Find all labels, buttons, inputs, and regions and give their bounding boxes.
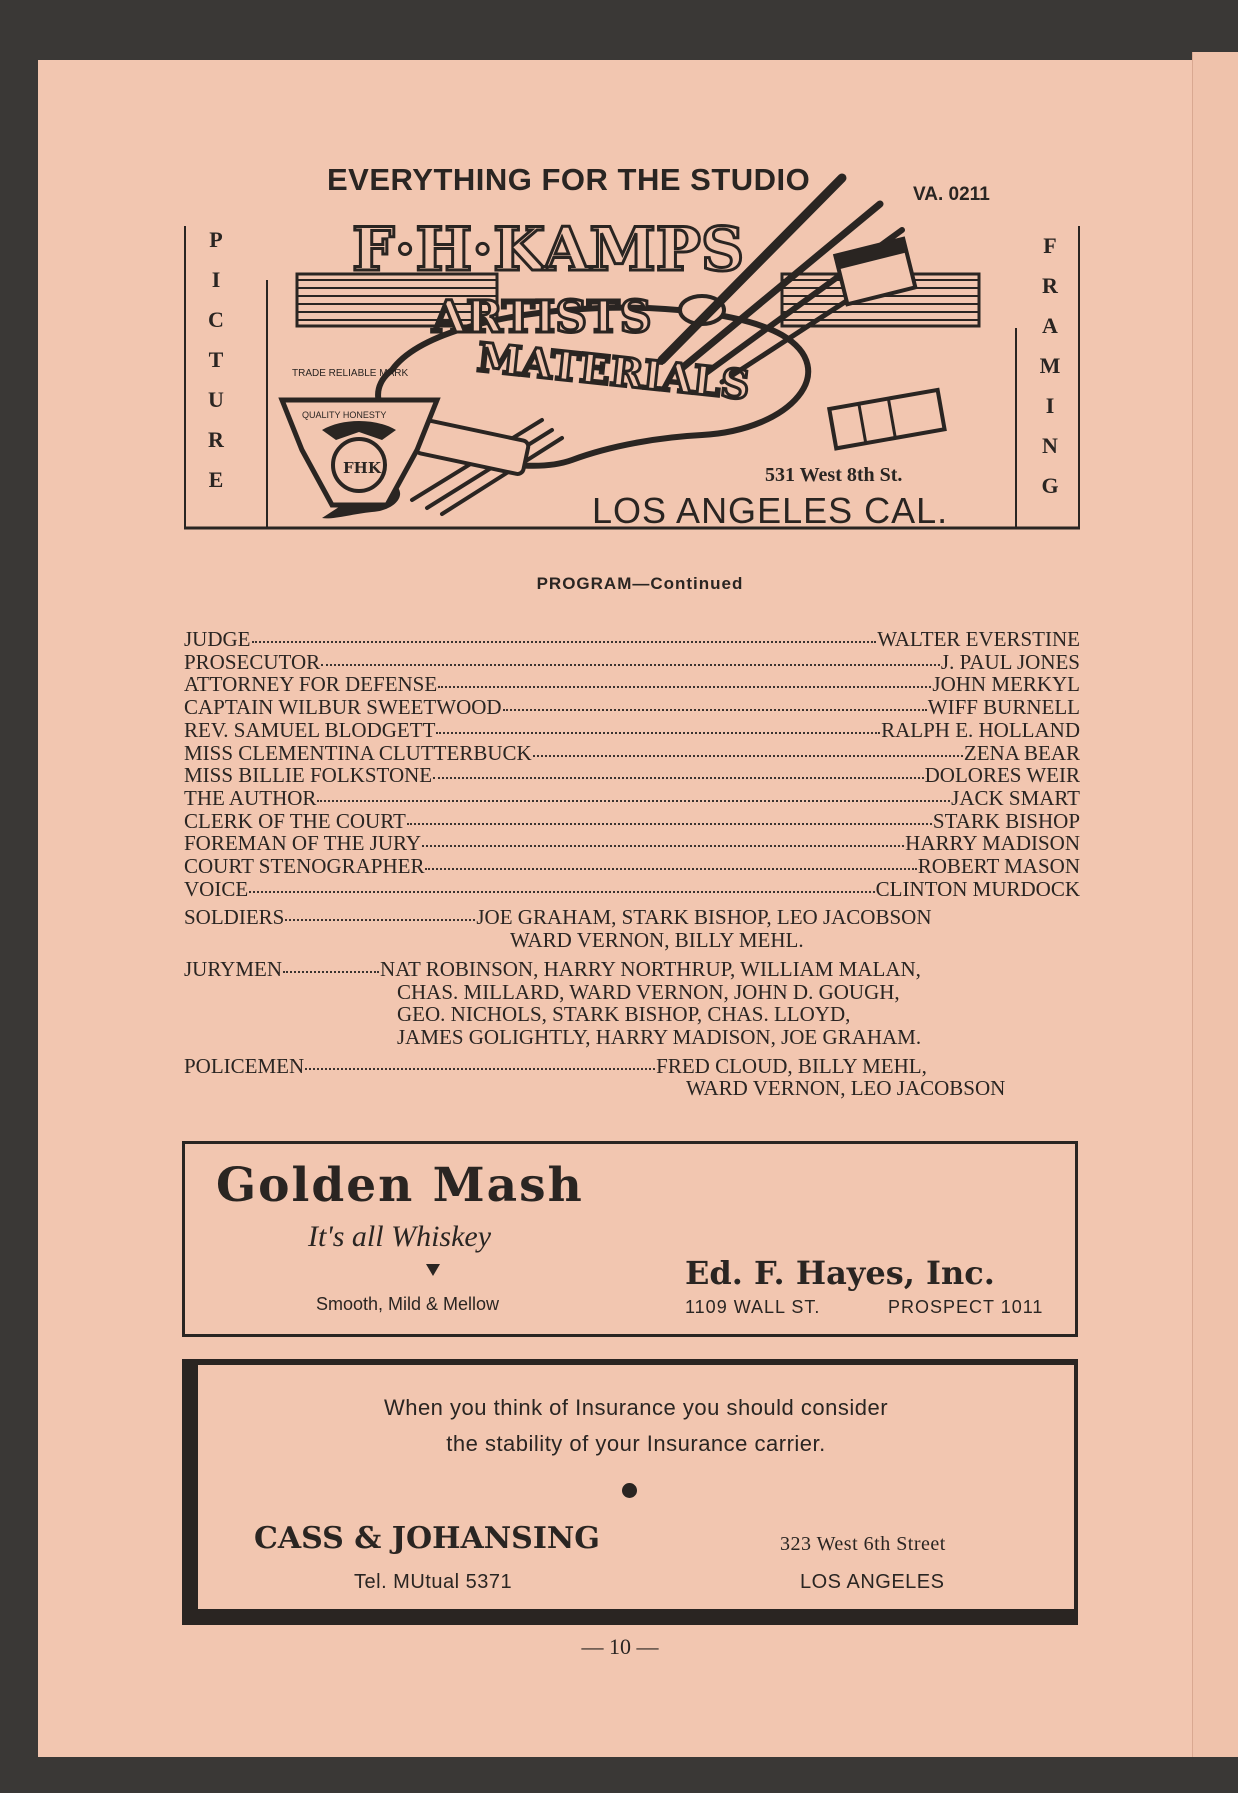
cast-row: COURT STENOGRAPHER ROBERT MASON [184,854,1080,879]
insurance-line-1: When you think of Insurance you should consider [383,1395,889,1420]
emblem-trade-mark: TRADE RELIABLE MARK [292,368,409,379]
hayes-street: 1109 WALL ST. [685,1297,821,1317]
policemen-group: POLICEMEN FRED CLOUD, BILLY MEHL, WARD VERNON, LEO JACOBSON [184,1053,1006,1101]
kamps-phone: VA. 0211 [913,184,990,205]
framing-vertical-text: F R A M I N G [1039,233,1061,498]
cast-row: THE AUTHOR JACK SMART [184,785,1080,810]
picture-vertical-text: P I C T U R E [208,227,224,492]
cast-row: JUDGE WALTER EVERSTINE [184,627,1080,651]
program-title: PROGRAM—Continued [536,574,744,593]
soldiers-group: SOLDIERS JOE GRAHAM, STARK BISHOP, LEO JACOBSON WARD VERNON, BILLY MEHL. [184,905,932,953]
hayes-company: Ed. F. Hayes, Inc. [685,1254,995,1292]
hayes-phone: PROSPECT 1011 [888,1297,1044,1317]
golden-mash-brand: Golden Mash [216,1158,584,1213]
bullet-dot-icon [622,1483,637,1498]
cast-row: VOICE CLINTON MURDOCK [184,876,1080,901]
insurance-city: LOS ANGELES [800,1571,945,1593]
page-number: — 10 — [581,1634,659,1659]
cast-list [184,628,1080,1100]
kamps-logo-lettering [142,100,1086,540]
cast-row: ATTORNEY FOR DEFENSE JOHN MERKYL [184,672,1080,697]
emblem-monogram: FHK [343,459,381,477]
insurance-line-2: the stability of your Insurance carrier. [446,1431,826,1456]
logo-name: F·H·KAMPS [352,215,745,285]
insurance-address: 323 West 6th Street [780,1533,946,1555]
cast-row: FOREMAN OF THE JURY HARRY MADISON [184,831,1080,856]
insurance-firm: CASS & JOHANSING [254,1521,600,1556]
cast-row: CLERK OF THE COURT STARK BISHOP [184,808,1080,833]
insurance-tel: Tel. MUtual 5371 [354,1571,513,1593]
cast-row: PROSECUTOR J. PAUL JONES [184,649,1080,674]
logo-materials: MATERIALS [475,334,752,410]
cast-row: MISS CLEMENTINA CLUTTERBUCK ZENA BEAR [184,740,1080,765]
cast-row: MISS BILLIE FOLKSTONE DOLORES WEIR [184,763,1080,788]
emblem-quality: QUALITY HONESTY [302,410,387,420]
golden-mash-tagline: It's all Whiskey [308,1220,492,1253]
next-page-edge [1192,52,1238,1757]
cast-row: REV. SAMUEL BLODGETT RALPH E. HOLLAND [184,717,1080,742]
cast-row: CAPTAIN WILBUR SWEETWOOD WIFF BURNELL [184,695,1080,720]
kamps-headline: EVERYTHING FOR THE STUDIO [327,162,811,197]
insurance-advertisement [196,1363,1076,1611]
kamps-city: LOS ANGELES CAL. [592,490,949,531]
kamps-address: 531 West 8th St. [765,464,903,486]
jurymen-group: JURYMEN NAT ROBINSON, HARRY NORTHRUP, WILLIAM MALAN, CHAS. MILLARD, WARD VERNON, JOHN D. GOUGH, GEO. NICHOLS, STARK BISHOP, CHAS. LLOYD, JAMES GOLIGHTLY, HARRY MADISON, JOE GRAHAM. [184,956,922,1049]
kamps-advertisement [142,100,1086,540]
triangle-icon [426,1264,440,1276]
golden-mash-descriptor: Smooth, Mild & Mellow [316,1294,500,1314]
logo-artists: ARTISTS [432,292,652,343]
golden-mash-advertisement [182,1141,1078,1337]
